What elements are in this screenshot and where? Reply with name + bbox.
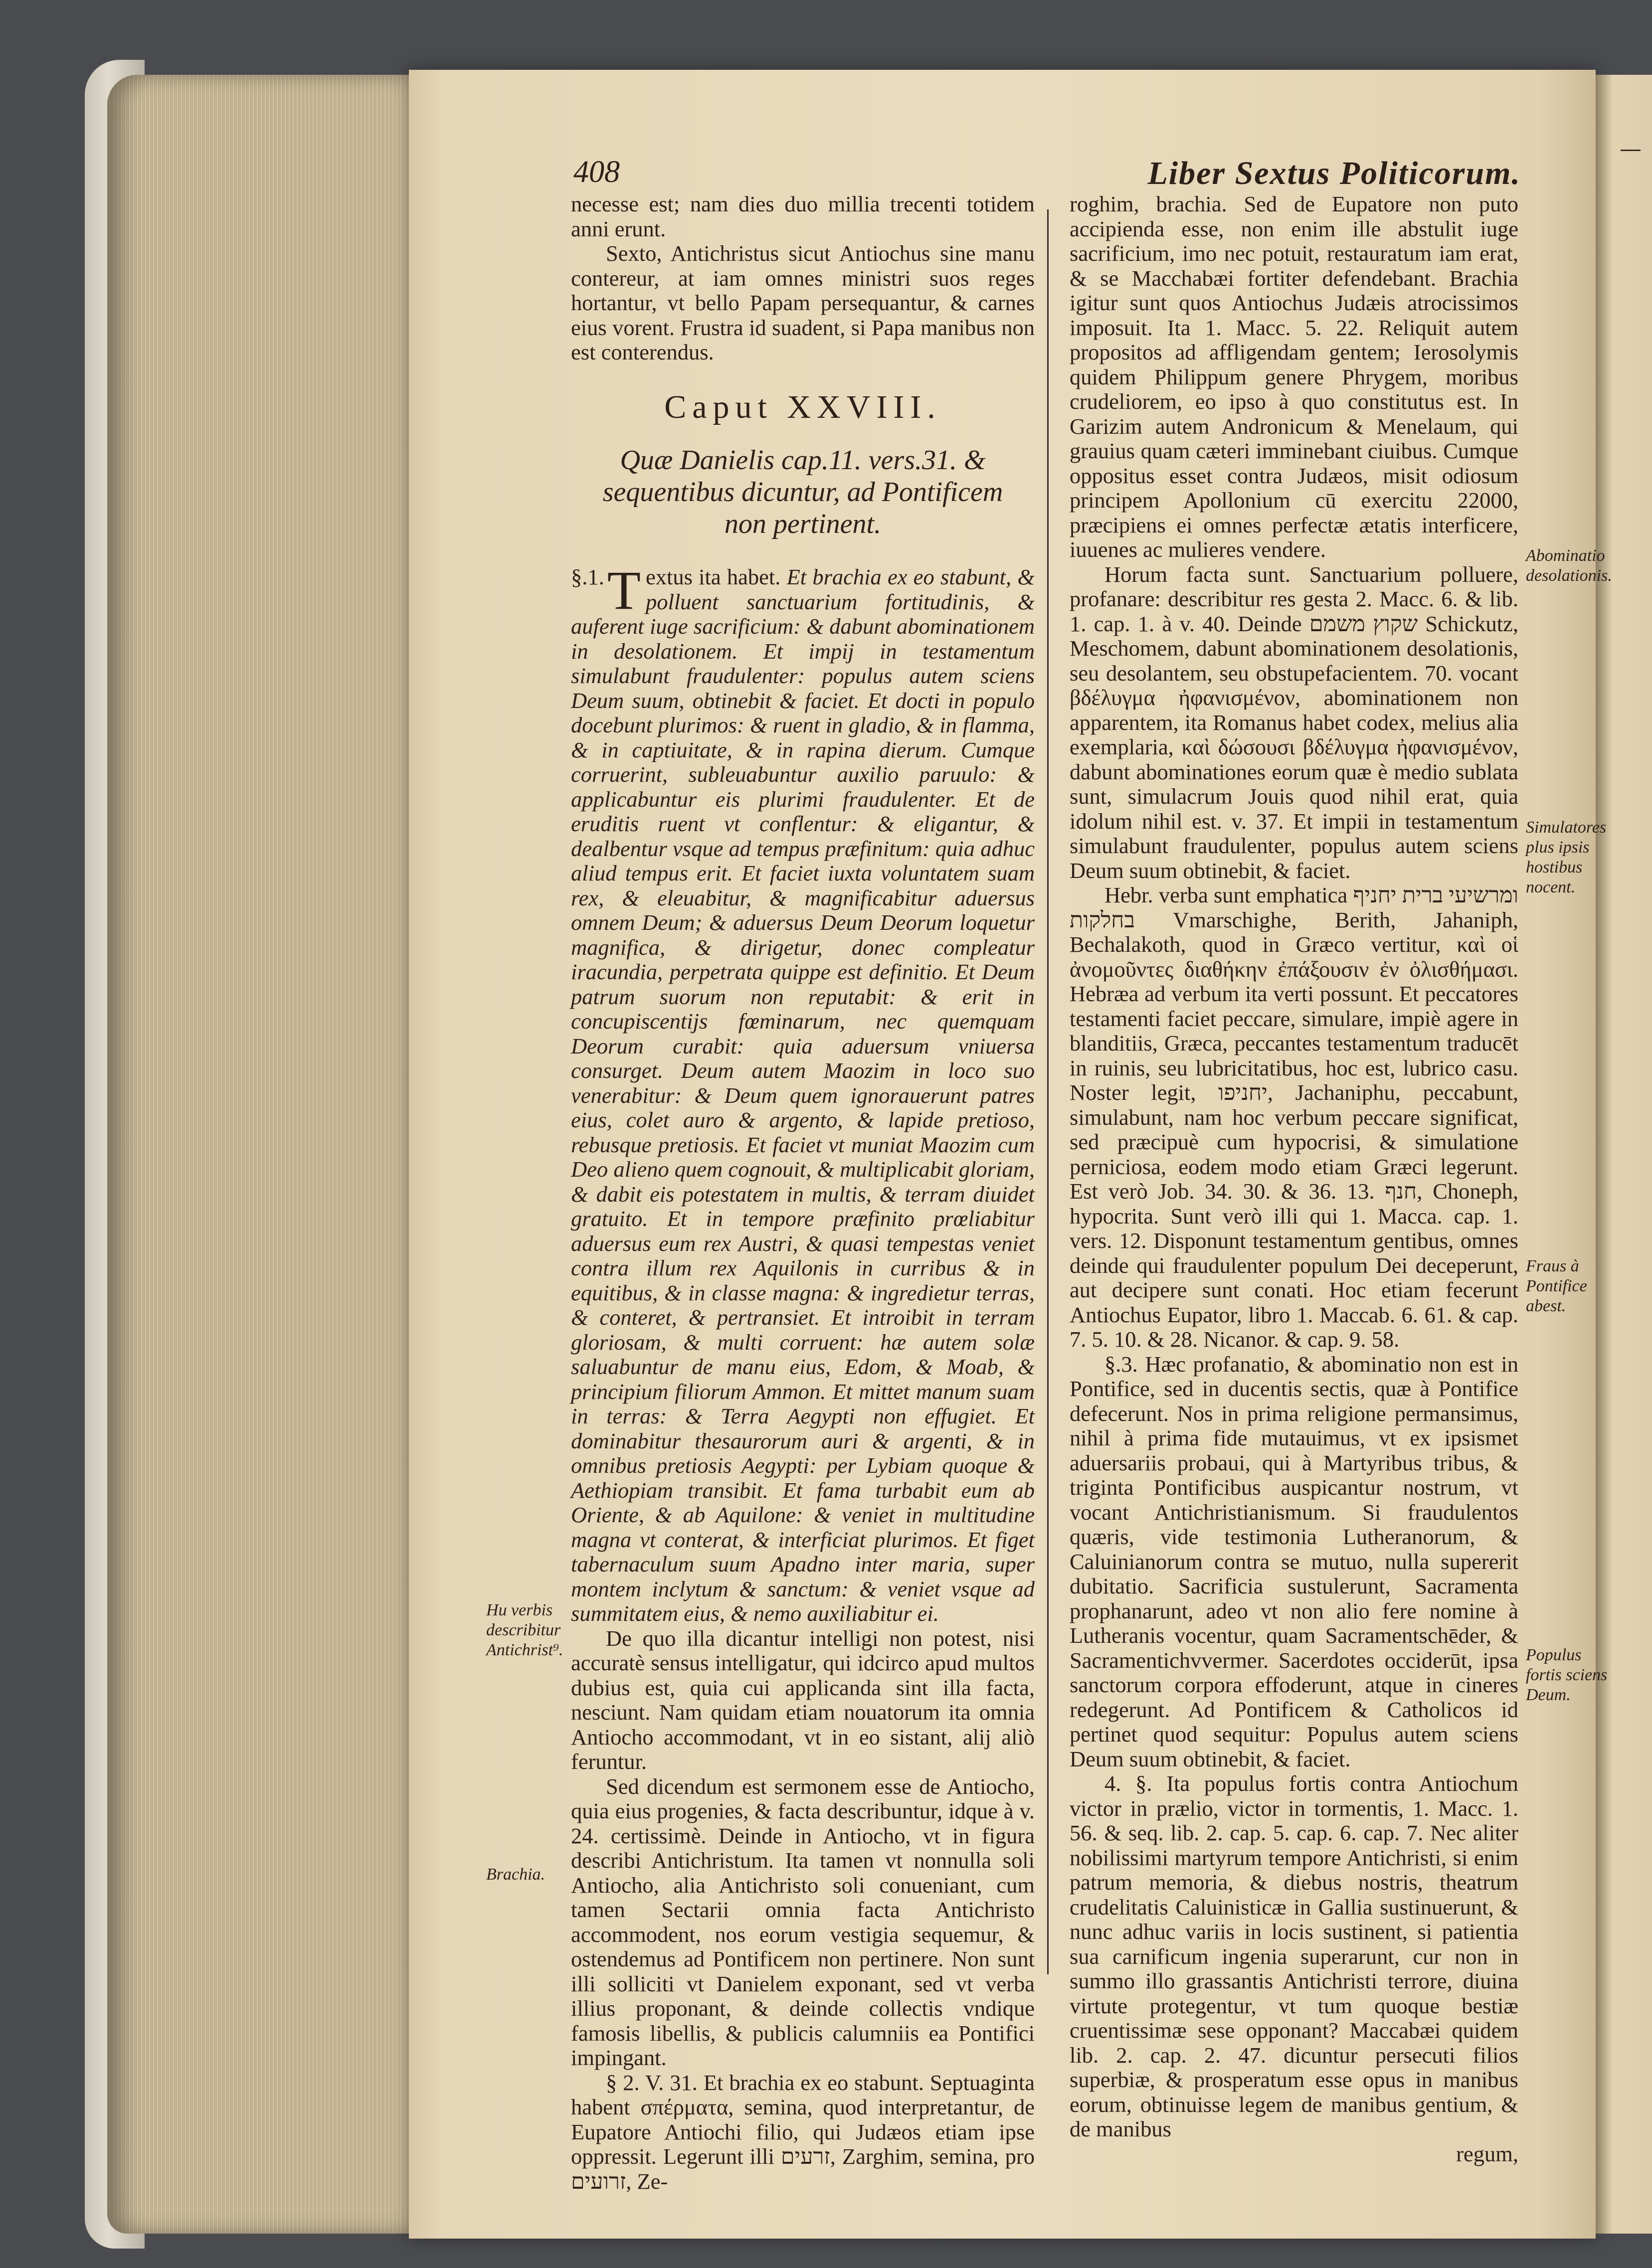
paragraph-hebr: Hebr. verba sunt emphatica ומרשיעי ברית יחניף בחלקות Vmarschighe, Berith, Jahaniph, Bechalakoth, quod in Græco vertitur, καὶ οἱ ἀνομοῦντες διαθήκην ἐπάξουσιν ἐν ὀλισθήμασι. Hebræa ad verbum ita verti possunt. Et peccatores testamenti faciet peccare, simulare, impiè agere in blanditiis, Græca, peccantes testamentum traducēt in ruinis, seu lubricitatibus, hoc est, lubrico casu. Noster legit, יחניפו, Jachaniphu, peccabunt, simulabunt, nam hoc verbum peccare significat, sed præcipuè cum hypocrisi, & simulatione perniciosa, eodem modo etiam Græci legerunt. Est verò Job. 34. 30. & 36. 13. חנף, Choneph, hypocrita. Sunt verò illi qui 1. Macca. cap. 1. vers. 12. Disponunt testamentum gentibus, omnes deinde qui fraudulenter populum Dei deceperunt, aut decipere sunt conati. Hoc etiam fecerunt Antiochus Eupator, libro 1. Maccab. 6. 61. & cap. 7. 5. 10. & 28. Nicanor. & cap. 9. 58.: [1070, 882, 1518, 1352]
section-3: §.3. Hæc profanatio, & abominatio non est in Pontifice, sed in ducentis sectis, quæ à Pontifice defecerunt. Nos in prima religione permansimus, nihil à prima fide mutauimus, vt ex ipsismet aduersariis probaui, qui à Martyribus tribus, & triginta Pontificibus auspicantur nostrum, vt vocant Antichristianismum. Si fraudulentos quæris, vide testimonia Lutheranorum, & Caluinianorum contra se mutuo, nulla supererit dubitatio. Sacrificia sustulerunt, Sacramenta prophanarunt, adeo vt non alio fere nomine à Lutheranis vocentur, quam Sacramentschēder, & Sacramentichvvermer. Sacerdotes occiderūt, ipsa sanctorum corpora effoderunt, atque in cineres redegerunt. Ad Pontificem & Catholicos id pertinet quod sequitur: Populus autem sciens Deum suum obtinebit, & faciet.: [1070, 1351, 1518, 1771]
section-1-quote: Et brachia ex eo stabunt, & polluent sanctuarium fortitudinis, & auferent iuge sacrificium: & dabunt abominationem in desolationem. Et impij in testamentum simulabunt fraudulenter: populus autem sciens Deum suum, obtinebit & faciet. Et docti in populo docebunt plurimos: & ruent in gladio, & in flamma, & in captiuitate, & in rapina dierum. Cumque corruerint, subleuabuntur auxilio paruulo: & applicabuntur eis plurimi fraudulenter. Et de eruditis ruent vt conflentur: & eligantur, & dealbentur vsque ad tempus præfinitum: quia adhuc aliud tempus erit. Et faciet iuxta voluntatem suam rex, & eleuabitur, & magnificabitur aduersus omnem Deum; & aduersus Deum Deorum loquetur magnifica, & dirigetur, donec compleatur iracundia, perpetrata quippe est definitio. Et Deum patrum suorum non reputabit: & erit in concupiscentijs fœminarum, nec quemquam Deorum curabit: quia aduersum vniuersa consurget. Deum autem Maozim in loco suo venerabitur: & Deum quem ignorauerunt patres eius, colet auro & argento, & lapide pretioso, rebusque pretiosis. Et faciet vt muniat Maozim cum Deo alieno quem cognouit, & multiplicabit gloriam, & dabit eis potestatem in multis, & terram diuidet gratuito. Et in tempore præfinito prœliabitur aduersus eum rex Austri, & quasi tempestas veniet contra illum rex Aquilonis in curribus & in equitibus, & in classe magna: & ingredietur terras, & conteret, & pertransiet. Et introibit in terram gloriosam, & multi corruent: hæ autem solæ saluabuntur de manu eius, Edom, & Moab, & principium filiorum Ammon. Et mittet manum suam in terras: & Terra Aegypti non effugiet. Et dominabitur thesaurorum auri & argenti, & in omnibus pretiosis Aegypti: per Lybiam quoque & Aethiopiam transibit. Et fama turbabit eum ab Oriente, & ab Aquilone: & veniet in multitudine magna vt conterat, & interficiat plurimos. Et figet tabernaculum suum Apadno inter maria, super montem inclytum & sanctum: & veniet vsque ad summitatem eius, & nemo auxiliabitur ei.: [571, 564, 1035, 1626]
section-mark: §.1.: [571, 564, 604, 589]
paragraph-roghim: roghim, brachia. Sed de Eupatore non puto accipienda esse, non enim ille abstulit iuge sacrificium, imo nec potuit, restauratum iam erat, & se Macchabæi fortiter defendebant. Brachia igitur sunt quos Antiochus Judæis atrocissimos imposuit. Ita 1. Macc. 5. 22. Reliquit autem propositos ad affligendam gentem; Ierosolymis quidem Philippum genere Phrygem, moribus crudeliorem, eo ipso à quo constitutus est. In Garizim autem Andronicum & Menelaum, qui grauius quam cæteri imminebant ciuibus. Cumque oppositus esset contra Judæos, misit odiosum principem Apollonium cū exercitu 22000, præcipiens ei omnes perfectæ ætatis interficere, iuuenes ac mulieres vendere.: [1070, 191, 1518, 562]
page-number: 408: [573, 155, 620, 189]
margin-note-brachia: Brachia.: [486, 1865, 546, 1884]
paragraph-de-quo: De quo illa dicantur intelligi non potest, nisi accuratè sensus intelligatur, qui idcirco apud multos dubius est, quia cui applicanda sint illa facta, nesciunt. Nam quidam etiam nouatorum ita omnia Antiocho accommodant, vt in eo sistant, alij aliò feruntur.: [571, 1625, 1035, 1774]
margin-note-simulatores: Simulatores plus ipsis hostibus nocent.: [1526, 818, 1607, 896]
section-4: 4. §. Ita populus fortis contra Antiochum victor in prælio, victor in tormentis, 1. Macc. 1. 56. & seq. lib. 2. cap. 5. cap. 6. cap. 7. Nec aliter nobilissimi martyrum tempore Antichristi, si enim patrum memoria, & diebus nostris, theatrum crudelitatis Caluinisticæ in Gallia sustinuerunt, & nunc adhuc variis in locis sustinent, si patientia sua carnificum ingenia superarunt, cur non in summo illo grassantis Antichristi terrore, diuina virtute protegentur, vt tum quoque bestiæ cruentissimæ sese opponant? Maccabæi quidem lib. 2. cap. 2. 47. dicuntur persecuti filios superbiæ, & prosperatum esse opus in manibus eorum, obtinuisse legem de manibus gentium, & de manibus: [1070, 1771, 1518, 2141]
right-column: [1070, 192, 1518, 2166]
section-2: § 2. V. 31. Et brachia ex eo stabunt. Septuaginta habent σπέρματα, semina, quod interpretantur, de Eupatore Antiochi filio, qui Judæos etiam ipse oppressit. Legerunt illi זרעים, Zarghim, semina, pro זרועים, Ze-: [571, 2070, 1035, 2194]
drop-cap: T: [607, 560, 641, 621]
facing-page-rule: [1621, 150, 1641, 161]
margin-note-abominatio: Abominatio desolationis.: [1526, 546, 1612, 585]
chapter-summary: Quæ Danielis cap.11. vers.31. & sequentibus dicuntur, ad Pontificem non pertinent.: [602, 445, 1003, 539]
section-1: [571, 560, 1035, 1626]
paragraph-horum: Horum facta sunt. Sanctuarium polluere, profanare: describitur res gesta 2. Macc. 6. & lib. 1. cap. 1. à v. 40. Deinde שקוץ משמם Schickutz, Meschomem, dabunt abominationem desolationis, seu desolantem, seu obstupefacientem. 70. vocant βδέλυγμα ἠφανισμένον, abominationem non apparentem, ita Romanus habet codex, melius alia exemplaria, καὶ δώσουσι βδέλυγμα ἠφανισμένον, dabunt abominationes eorum quæ è medio sublata sunt, simulacrum Jouis quod nihil erat, quia idolum nihil est. v. 37. Et impii in testamentum simulabunt fraudulenter, populus autem sciens Deum suum obtinebit, & faciet.: [1070, 561, 1518, 883]
section-1-lead: extus ita habet.: [645, 564, 781, 589]
margin-note-populus: Populus fortis sciens Deum.: [1526, 1646, 1608, 1704]
paragraph-sexto: Sexto, Antichristus sicut Antiochus sine manu contereur, at iam omnes ministri suos reges hortantur, vt bello Papam persequantur, & carnes eius vorent. Frustra id suadent, si Papa manibus non est conterendus.: [571, 241, 1035, 364]
facing-page-edge: [1596, 75, 1652, 2234]
running-title: Liber Sextus Politicorum.: [1147, 155, 1521, 191]
intro-lines: necesse est; nam dies duo millia trecenti totidem anni erunt.: [571, 191, 1035, 241]
catchword: regum,: [1456, 2141, 1518, 2166]
paragraph-sed: Sed dicendum est sermonem esse de Antiocho, quia eius progenies, & facta describuntur, idque à v. 24. certissimè. Deinde in Antiocho, vt in figura describi Antichristum. Ita tamen vt nonnulla soli Antiocho, alia Antichristo soli conueniant, cum tamen Sectarii omnia facta Antichristo accommodent, nos eorum vestigia sequemur, & ostendemus ad Pontificem non pertinere. Non sunt illi solliciti vt Danielem exponant, sed vt verba illius proponant, & deinde collectis vndique famosis libellis, & publicis calumniis ea Pontifici impingant.: [571, 1773, 1035, 2070]
page-block-edge: [107, 75, 426, 2234]
margin-note-antichrist: Hu verbis describitur Antichrist⁹.: [486, 1601, 563, 1659]
margin-note-fraus: Fraus à Pontifice abest.: [1526, 1257, 1587, 1315]
left-column: [571, 192, 1035, 2194]
chapter-title: Caput XXVIII.: [664, 388, 941, 425]
column-divider: [1047, 209, 1049, 1974]
